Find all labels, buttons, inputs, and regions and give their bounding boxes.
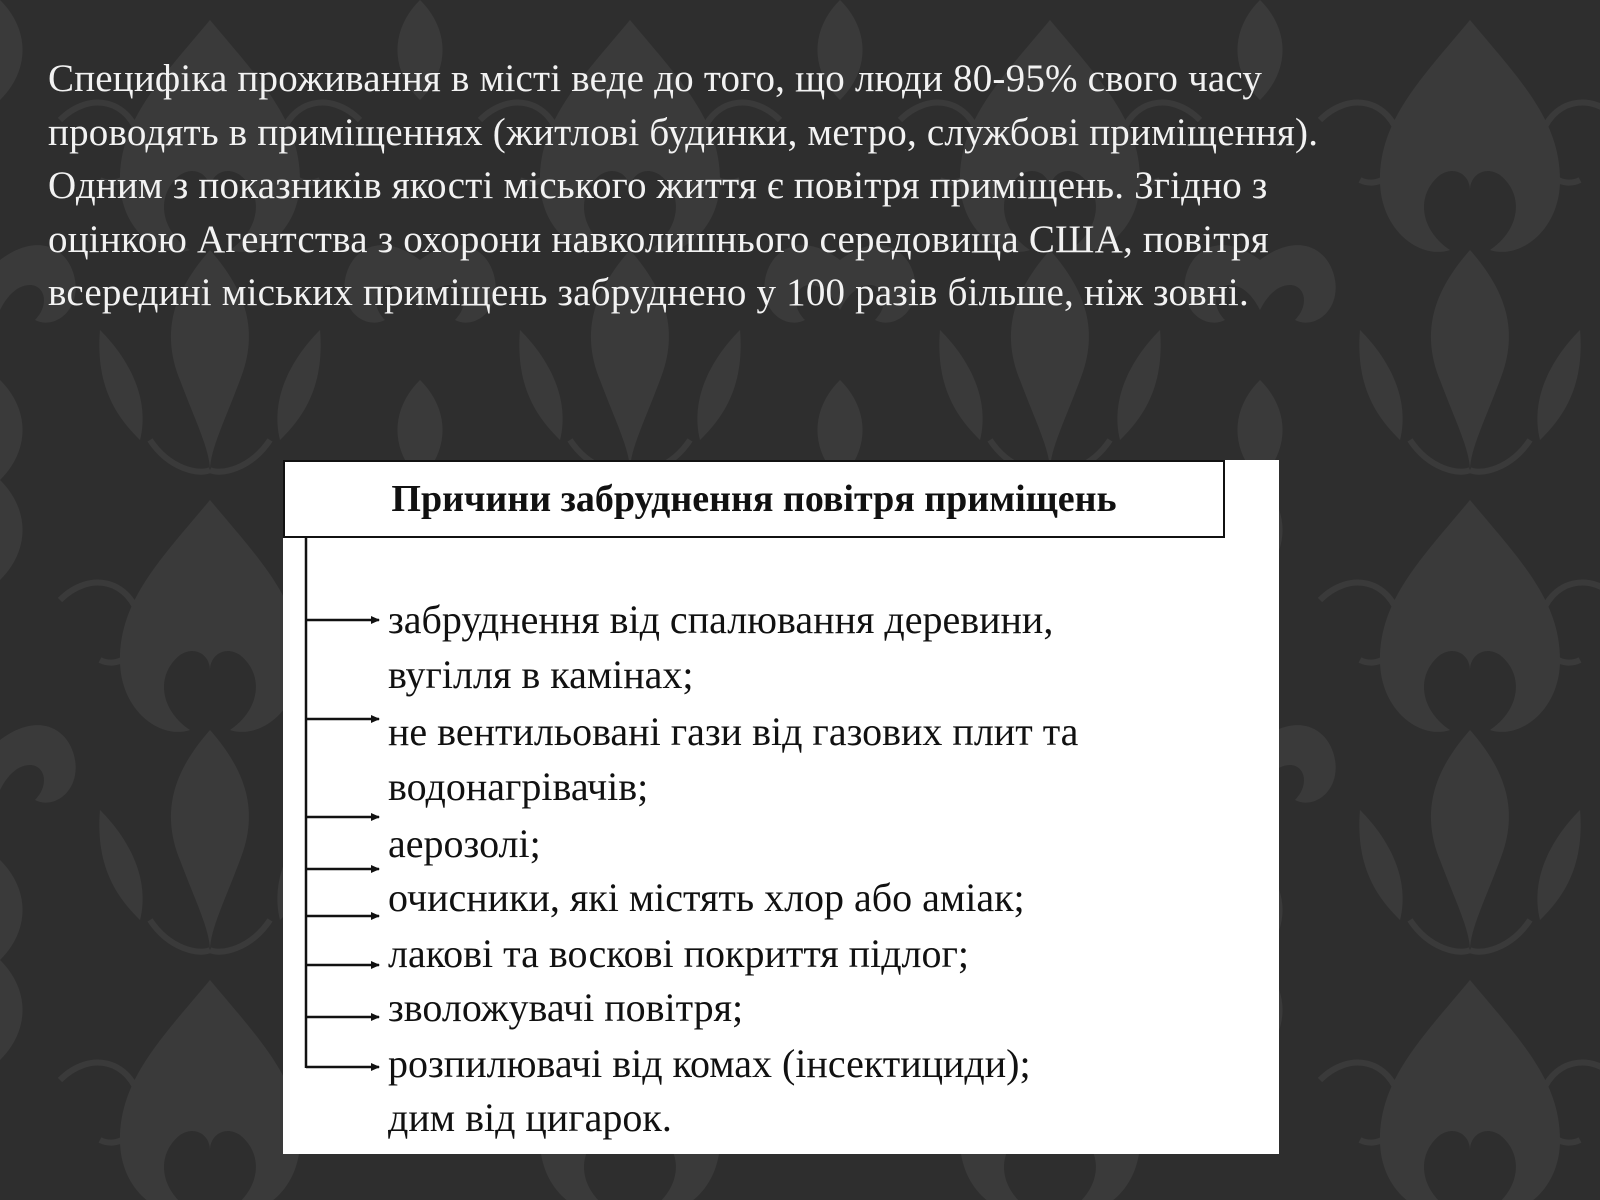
diagram-item-line: лакові та воскові покриття підлог; <box>388 931 970 976</box>
intro-paragraph: Специфіка проживання в місті веде до того, що люди 80-95% свого часу проводять в приміщеннях (житлові будинки, метро, службові приміщення). Одним з показників якості міського життя є повітря приміщень. Згідно з оцінкою Агентства з охорони навколишнього середовища США, повітря всередині міських приміщень забруднено у 100 разів більше, ніж зовні. <box>48 57 1319 314</box>
diagram-item-line: вугілля в камінах; <box>388 652 694 697</box>
diagram-item-line: водонагрівачів; <box>388 764 649 809</box>
diagram-item-line: аерозолі; <box>388 821 541 866</box>
diagram-item-line: зволожувачі повітря; <box>388 985 744 1030</box>
diagram-item-line: розпилювачі від комах (інсектициди); <box>388 1041 1031 1086</box>
diagram-item-line: очисники, які містять хлор або аміак; <box>388 875 1025 920</box>
diagram-item-line: забруднення від спалювання деревини, <box>388 597 1054 642</box>
diagram-item-line: не вентильовані гази від газових плит та <box>388 709 1079 754</box>
diagram-title-box <box>283 460 1225 538</box>
diagram-title: Причини забруднення повітря приміщень <box>391 478 1117 520</box>
pollution-causes-diagram <box>283 460 1279 1154</box>
diagram-item-line: дим від цигарок. <box>388 1095 672 1140</box>
